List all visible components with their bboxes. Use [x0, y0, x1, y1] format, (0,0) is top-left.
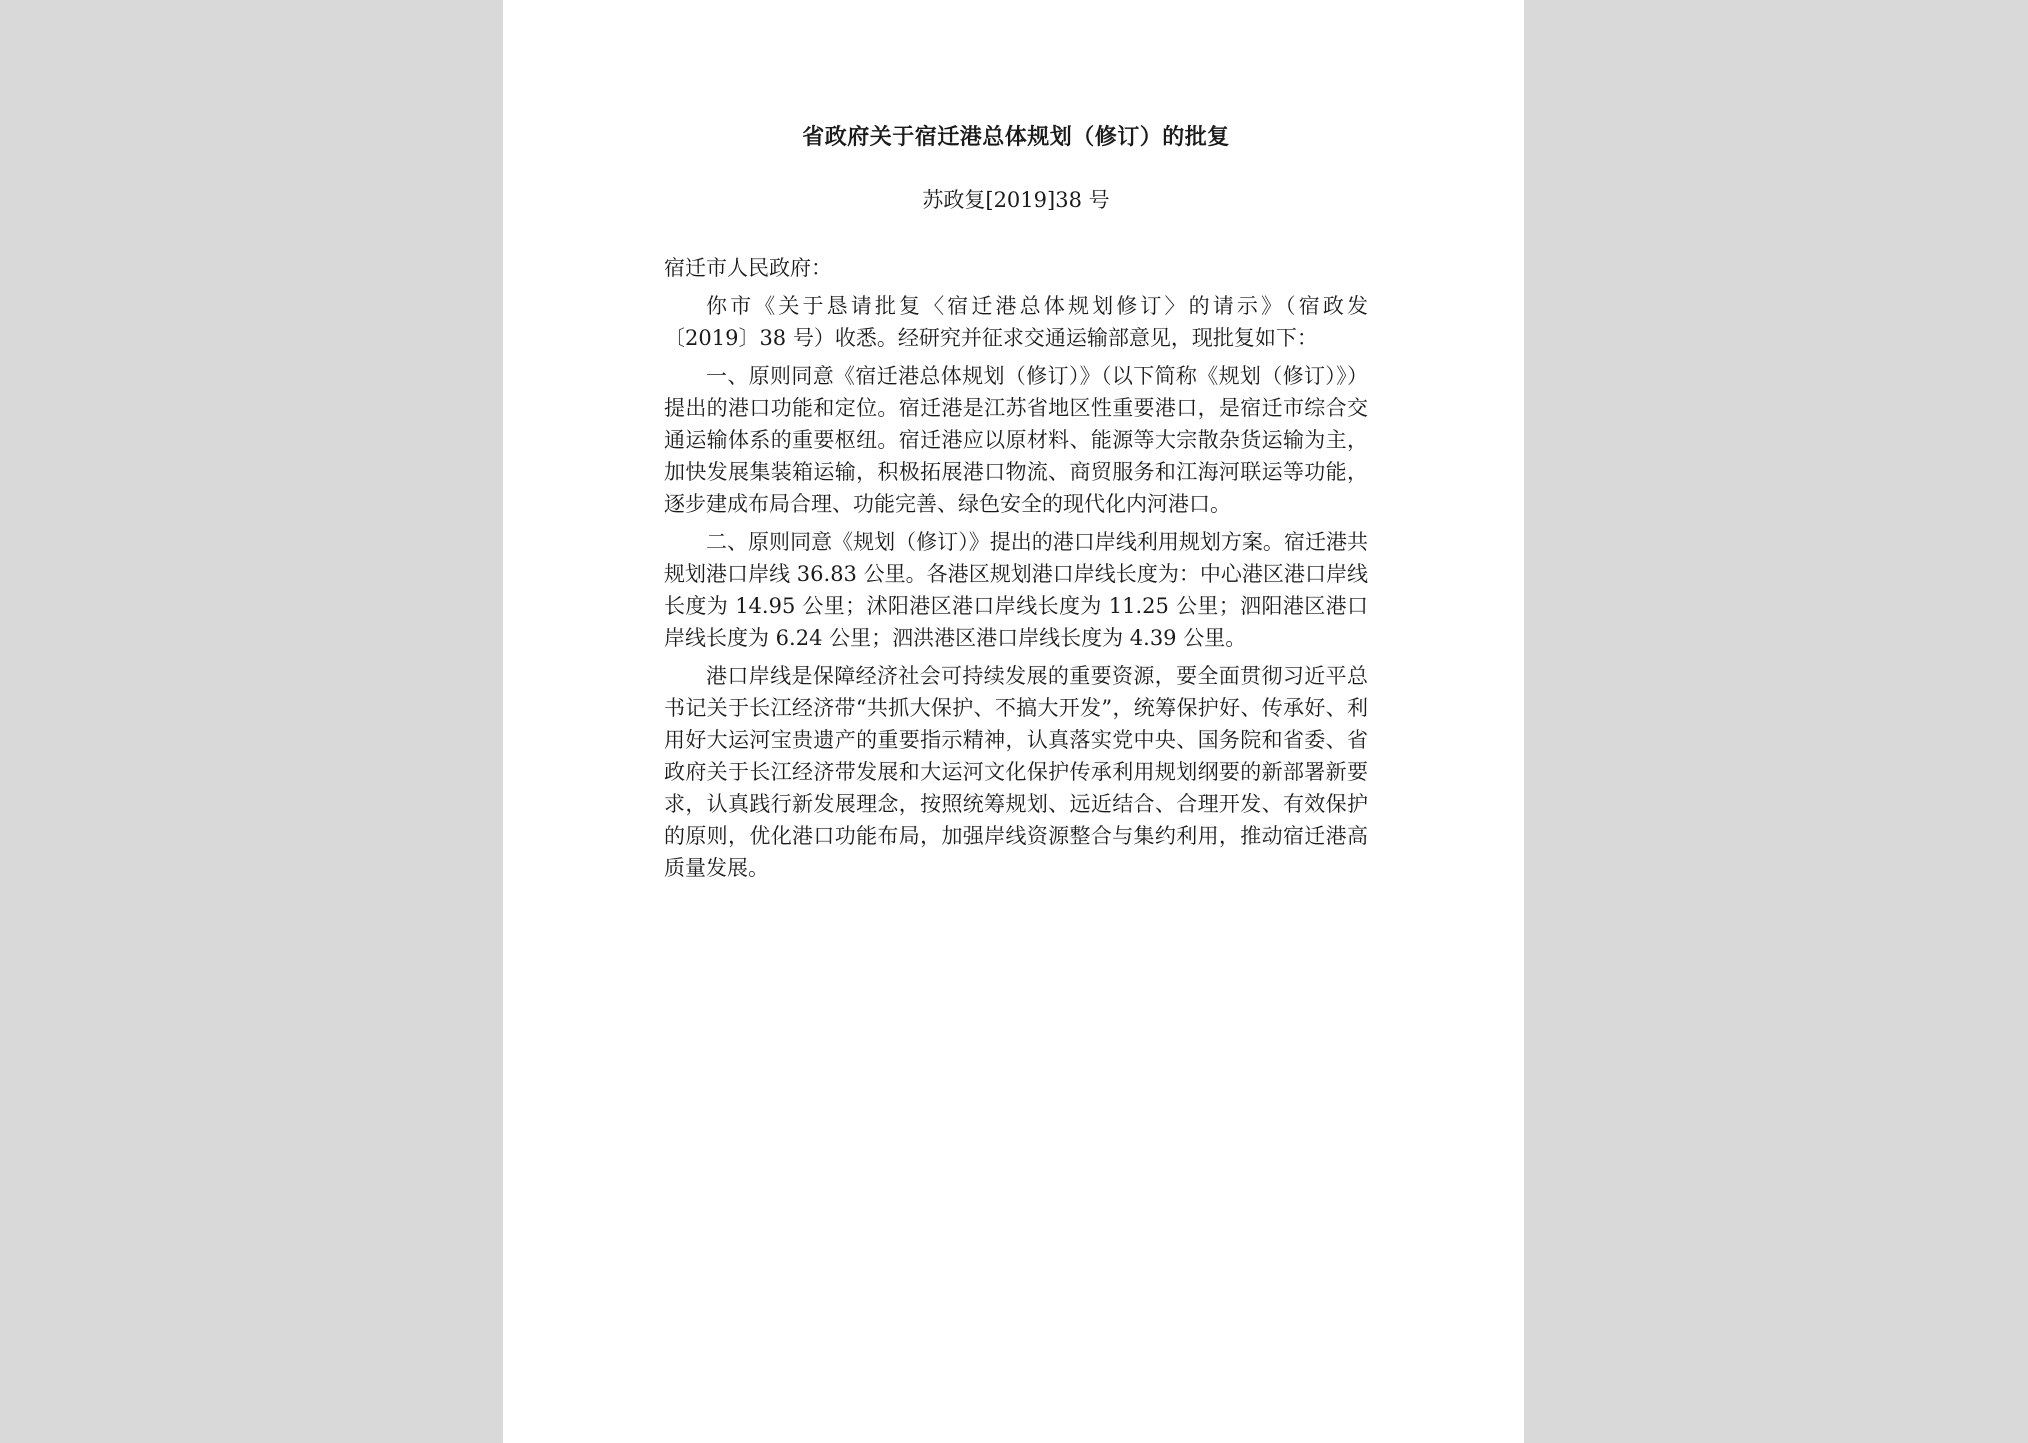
- paragraph-shoreline: 港口岸线是保障经济社会可持续发展的重要资源，要全面贯彻习近平总书记关于长江经济带“共抓大保护、不搞大开发”，统筹保护好、传承好、利用好大运河宝贵遗产的重要指示精神，认真落实党中央、国务院和省委、省政府关于长江经济带发展和大运河文化保护传承利用规划纲要的新部署新要求，认真践行新发展理念，按照统筹规划、远近结合、合理开发、有效保护的原则，优化港口功能布局，加强岸线资源整合与集约利用，推动宿迁港高质量发展。: [664, 664, 1368, 880]
- document-title: 省政府关于宿迁港总体规划（修订）的批复: [802, 125, 1230, 150]
- document-body: [664, 120, 1368, 884]
- salutation: 宿迁市人民政府：: [664, 256, 832, 280]
- paragraph-intro: 你市《关于恳请批复〈宿迁港总体规划修订〉的请示》（宿政发〔2019〕38 号）收悉。经研究并征求交通运输部意见，现批复如下：: [664, 294, 1368, 350]
- paragraph-item-1: 一、原则同意《宿迁港总体规划（修订）》（以下简称《规划（修订）》）提出的港口功能和定位。宿迁港是江苏省地区性重要港口，是宿迁市综合交通运输体系的重要枢纽。宿迁港应以原材料、能源等大宗散杂货运输为主，加快发展集装箱运输，积极拓展港口物流、商贸服务和江海河联运等功能，逐步建成布局合理、功能完善、绿色安全的现代化内河港口。: [664, 364, 1368, 516]
- document-page: [503, 0, 1524, 1443]
- document-number: 苏政复[2019]38 号: [922, 188, 1110, 212]
- paragraph-item-2: 二、原则同意《规划（修订）》提出的港口岸线利用规划方案。宿迁港共规划港口岸线 36.83 公里。各港区规划港口岸线长度为：中心港区港口岸线长度为 14.95 公里；沭阳港区港口岸线长度为 11.25 公里；泗阳港区港口岸线长度为 6.24 公里；泗洪港区港口岸线长度为 4.39 公里。: [664, 530, 1368, 650]
